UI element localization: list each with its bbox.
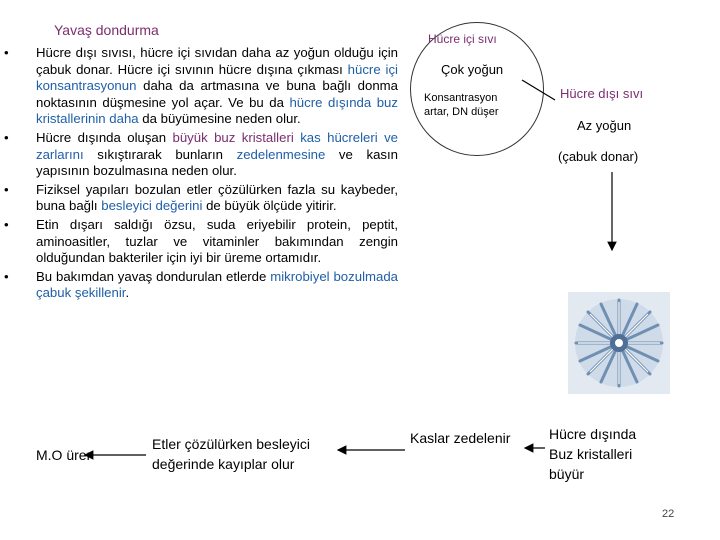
muscle-damage-text: Kaslar zedelenir (410, 430, 511, 446)
page-number: 22 (662, 508, 675, 520)
bullet-dot: • (4, 181, 9, 197)
bullet-text-segment: mikrobiyel bozulmada çabuk şekillenir (36, 268, 398, 301)
bullet-text-segment: hücre dışında buz kristallerinin daha (36, 94, 398, 127)
bullet-text-segment: büyük buz kristalleri (172, 129, 294, 145)
bullet-text-segment: Hücre dışı sıvısı, hücre içi sıvıdan daha az yoğun olduğu için çabuk donar. Hücre içi sıvının hücre dışına çıkması (36, 45, 398, 77)
circle-title: Hücre içi sıvı (428, 32, 497, 46)
bullet-text-segment: Etin dışarı saldığı özsu, suda eriyebilir protein, peptit, aminoasitler, tuzlar ve vitaminler bakımından zengin olduğundan bakteriler için iyi bir üreme ortamıdır. (36, 216, 398, 266)
bullet-text-segment: de büyük ölçüde yitirir. (202, 198, 337, 214)
nutrition-loss-line-2: değerinde kayıplar olur (152, 456, 295, 472)
slide-title: Yavaş dondurma (54, 22, 159, 38)
ice-crystals-line-2: Buz kristalleri (549, 446, 633, 462)
bullet-dot: • (4, 216, 9, 232)
bullet-dot: • (4, 45, 9, 60)
bullet-text-segment: da büyümesine neden olur. (138, 111, 301, 127)
microbe-grows-text: M.O ürer (36, 447, 92, 463)
bullet-text-segment: zedelenmesine (236, 146, 326, 162)
bullet-text-segment: daha da artmasına ve buna bağlı donma noktasının düşmesine yol açar. Ve bu da (36, 78, 398, 110)
bullet-text-segment: sıkıştırarak bunların (83, 146, 237, 162)
circle-concentration-line-2: artar, DN düşer (424, 106, 499, 118)
bullet-text-segment: Hücre dışında oluşan (36, 129, 173, 145)
ice-crystals-line-3: büyür (549, 466, 585, 482)
outside-density: Az yoğun (577, 118, 632, 133)
ice-crystals-line-1: Hücre dışında (549, 426, 637, 442)
bullet-text-segment: kas hücreleri ve zarlarını (36, 129, 399, 162)
bullet-dot: • (4, 129, 9, 145)
bullet-text-segment: ve kasın yapısının bozulmasına neden olur. (36, 146, 398, 179)
bullet-text-segment: Bu bakımdan yavaş dondurulan etlerde (36, 268, 271, 284)
outside-title: Hücre dışı sıvı (560, 86, 644, 101)
circle-density: Çok yoğun (441, 62, 504, 77)
bullet-text-segment: hücre içi konsantrasyonun (36, 61, 398, 94)
nutrition-loss-line-1: Etler çözülürken besleyici (152, 436, 310, 452)
bullet-text-segment: besleyici değerini (101, 198, 203, 214)
outside-note: (çabuk donar) (558, 149, 639, 164)
bullet-text-segment: Fiziksel yapıları bozulan etler çözülürken fazla su kaybeder, buna bağlı (36, 181, 398, 214)
bullet-dot: • (4, 268, 9, 284)
circle-concentration-line-1: Konsantrasyon (424, 92, 498, 104)
bullet-text-segment: . (125, 285, 130, 301)
arrow-outside-to-circle (522, 80, 555, 100)
